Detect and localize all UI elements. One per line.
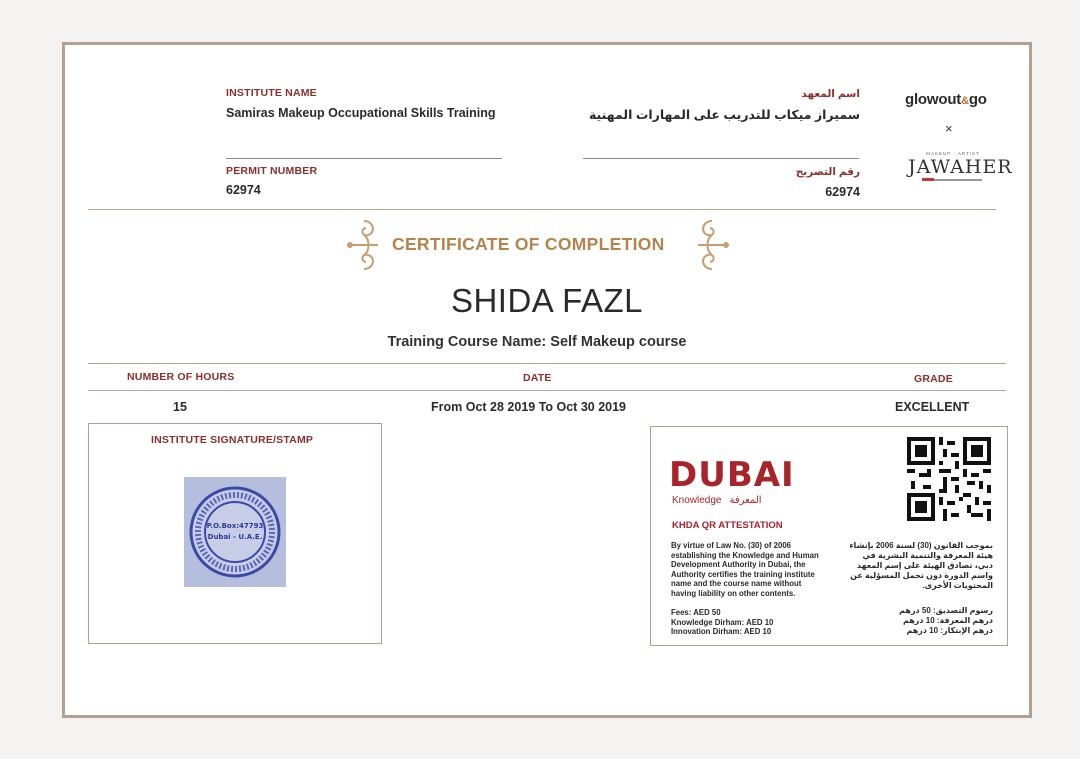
institute-name-label: INSTITUTE NAME (226, 87, 317, 99)
stamp-seal-icon (184, 477, 286, 587)
stamp-line1: P.O.Box:47793 (206, 522, 264, 530)
header-separator (88, 209, 996, 210)
signature-stamp-label: INSTITUTE SIGNATURE/STAMP (151, 434, 314, 446)
hours-value: 15 (173, 400, 187, 414)
jawaher-underline-red (922, 178, 934, 181)
glowout-logo-text: glowout (905, 91, 962, 108)
glowout-logo-go: go (968, 91, 987, 108)
left-ornament-icon (344, 217, 384, 273)
jawaher-tag: MAKEUP · ARTIST (926, 151, 980, 156)
hours-label: NUMBER OF HOURS (127, 371, 235, 383)
glowout-logo (905, 91, 987, 108)
course-name: Training Course Name: Self Makeup course (387, 334, 687, 350)
signature-stamp-box (88, 423, 382, 644)
knowledge-text: Knowledge (672, 495, 722, 506)
date-label: DATE (523, 372, 552, 384)
jawaher-underline (922, 178, 998, 181)
dubai-logo: DUBAI (669, 455, 795, 495)
jawaher-logo (908, 151, 1013, 181)
recipient-name: SHIDA FAZL (450, 282, 644, 319)
institute-name-ar: سميراز ميكاب للتدريب على المهارات المهنية (588, 108, 860, 122)
times-sign: × (945, 121, 953, 136)
knowledge-dirham-line-ar: درهم المعرفة: 10 درهم (902, 616, 993, 625)
jawaher-underline-grey (934, 179, 982, 181)
certificate-sheet (62, 42, 1032, 718)
jawaher-logo-text: JAWAHER (908, 156, 1013, 178)
dubai-knowledge-line (672, 495, 762, 506)
knowledge-dirham-line: Knowledge Dirham: AED 10 (671, 617, 774, 627)
institute-name-ar-underline (583, 158, 859, 159)
khda-fees-ar (847, 606, 993, 636)
institute-name-underline (226, 158, 502, 159)
details-bottom-line (88, 390, 1006, 391)
innovation-dirham-line-ar: درهم الإبتكار: 10 درهم (906, 626, 993, 635)
permit-number-label: PERMIT NUMBER (226, 165, 318, 177)
right-ornament-icon (692, 217, 732, 273)
grade-label: GRADE (914, 373, 953, 385)
glowout-logo-amp: & (961, 95, 969, 107)
stamp-line2: Dubai - U.A.E. (207, 533, 263, 541)
khda-law-text: By virtue of Law No. (30) of 2006 establishing the Knowledge and Human Development Authority in Dubai, the Authority certifies the training institute name and the course name without having liability on other contents. (671, 541, 819, 598)
khda-law-text-ar: بموجب القانون (30) لسنة 2006 بإنشاء هيئة المعرفة والتنمية البشرية في دبي، تصادق الهيئة على إسم المعهد واسم الدورة دون تحمل المسؤلية عن المحتويات الأخرى. (849, 541, 993, 590)
institute-name-label-ar: اسم المعهد (801, 88, 860, 100)
khda-fees-en (671, 608, 831, 637)
details-top-line (88, 363, 1006, 364)
institute-name: Samiras Makeup Occupational Skills Training (226, 106, 496, 120)
fees-line-ar: رسوم التصديق: 50 درهم (899, 606, 993, 615)
permit-number-ar: 62974 (825, 185, 860, 199)
permit-number: 62974 (226, 183, 261, 197)
grade-value: EXCELLENT (895, 400, 970, 414)
innovation-dirham-line: Innovation Dirham: AED 10 (671, 627, 772, 636)
permit-number-label-ar: رقم التصريح (795, 166, 860, 178)
khda-attestation-label: KHDA QR ATTESTATION (672, 520, 783, 531)
khda-box (650, 426, 1008, 646)
date-value: From Oct 28 2019 To Oct 30 2019 (431, 400, 627, 414)
qr-code-icon (907, 437, 991, 521)
fees-line: Fees: AED 50 (671, 608, 721, 617)
certificate-title: CERTIFICATE OF COMPLETION (392, 234, 665, 254)
stamp-image (184, 477, 286, 587)
knowledge-text-ar: المعرفة (729, 495, 762, 506)
